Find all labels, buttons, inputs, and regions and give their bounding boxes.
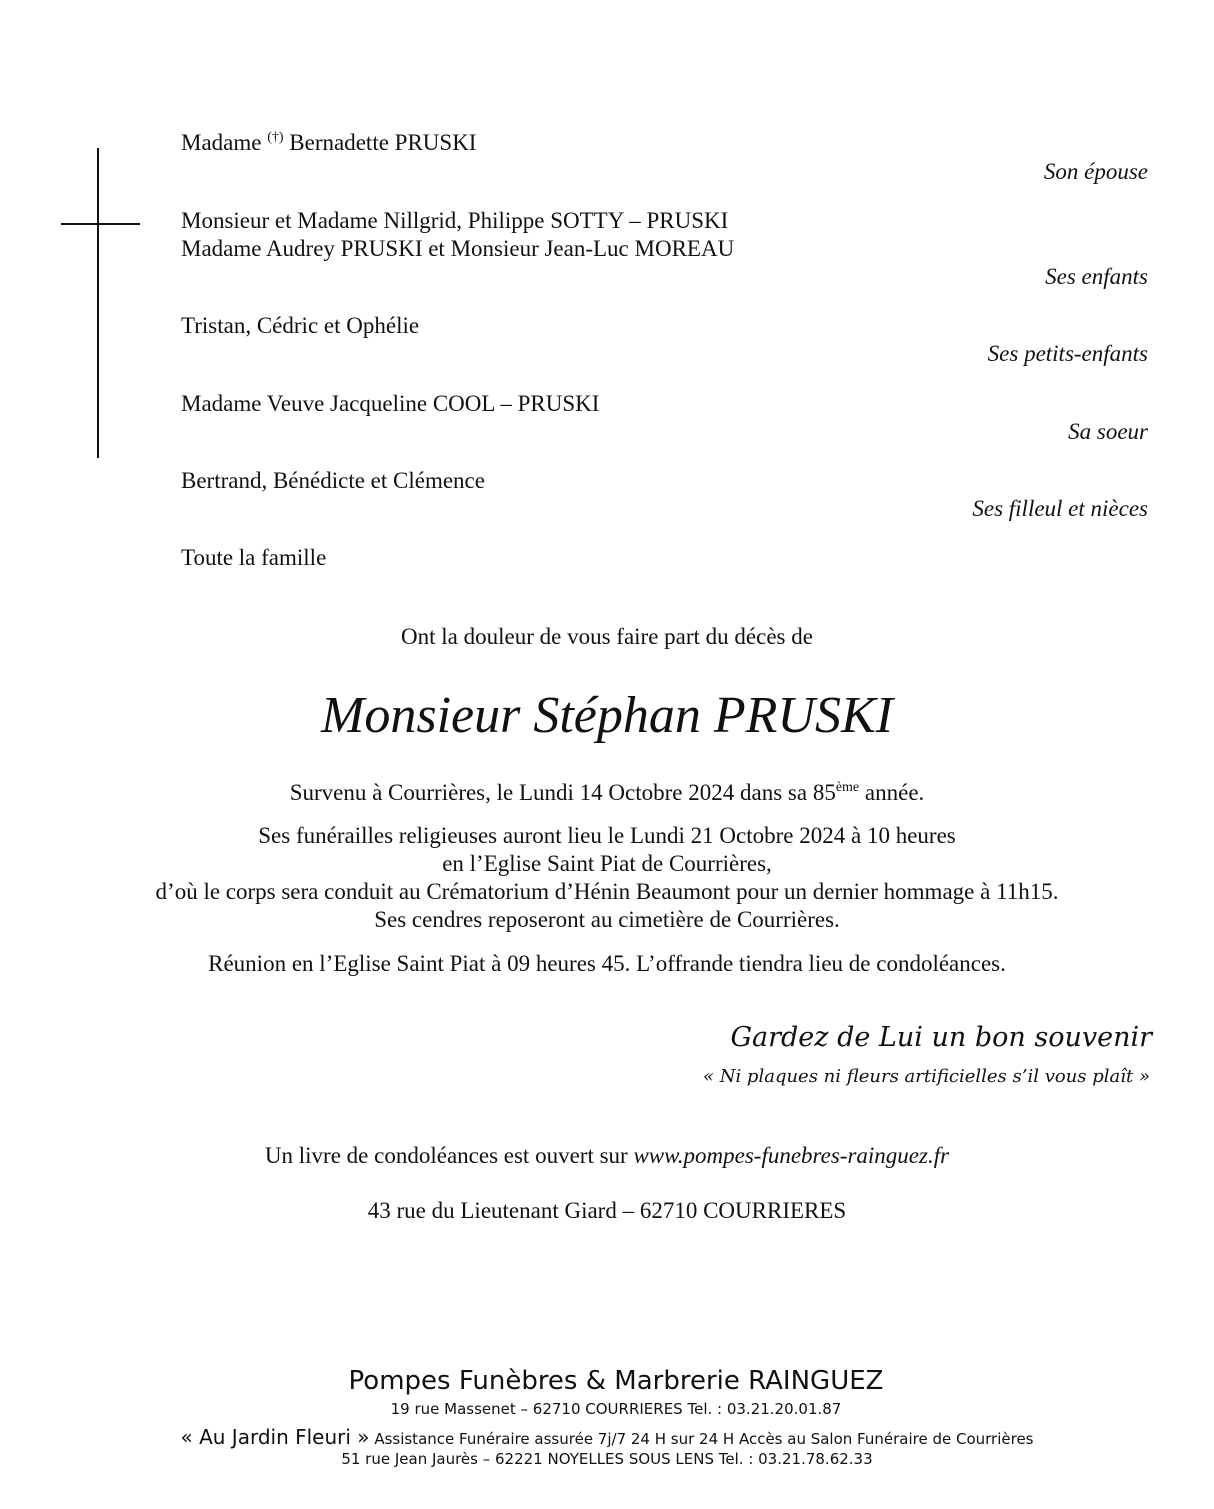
relation-grandchildren: Ses petits-enfants (987, 341, 1148, 366)
death-notice: Survenu à Courrières, le Lundi 14 Octobre 2024 dans sa 85ème année. (289, 780, 925, 805)
home-address: 43 rue du Lieutenant Giard – 62710 COURRIERES (367, 1198, 847, 1223)
deceased-name: Monsieur Stéphan PRUSKI (321, 687, 893, 744)
funeral-line-1: Ses funérailles religieuses auront lieu le Lundi 21 Octobre 2024 à 10 heures (258, 823, 956, 848)
garden-services: « Au Jardin Fleuri » Assistance Funéraire assurée 7j/7 24 H sur 24 H Accès au Salon Funéraire de Courrières (180, 1425, 1034, 1449)
family-all: Toute la famille (181, 545, 327, 570)
meeting-info: Réunion en l’Eglise Saint Piat à 09 heures 45. L’offrande tiendra lieu de condoléances. (208, 951, 1006, 976)
relation-sister: Sa soeur (1068, 419, 1148, 444)
company-address-1: 19 rue Massenet – 62710 COURRIERES Tel. : 03.21.20.01.87 (390, 1400, 842, 1418)
condolence-url[interactable]: www.pompes-funebres-rainguez.fr (633, 1143, 950, 1168)
family-child-1: Monsieur et Madame Nillgrid, Philippe SOTTY – PRUSKI (181, 208, 729, 233)
family-child-2: Madame Audrey PRUSKI et Monsieur Jean-Luc MOREAU (181, 236, 735, 261)
family-sister: Madame Veuve Jacqueline COOL – PRUSKI (181, 391, 600, 416)
relation-children: Ses enfants (1045, 264, 1148, 289)
funeral-line-3: d’où le corps sera conduit au Crématorium d’Hénin Beaumont pour un dernier hommage à 11h15. (155, 879, 1059, 904)
funeral-line-4: Ses cendres reposeront au cimetière de Courrières. (374, 907, 840, 932)
family-godchildren: Bertrand, Bénédicte et Clémence (181, 468, 485, 493)
cross-icon-horizontal (61, 223, 140, 225)
family-grandchildren: Tristan, Cédric et Ophélie (181, 313, 420, 338)
cross-icon-vertical (97, 148, 99, 458)
memory-phrase: Gardez de Lui un bon souvenir (730, 1022, 1152, 1053)
family-spouse: Madame (†) Bernadette PRUSKI (181, 130, 477, 155)
relation-godchildren: Ses filleul et nièces (972, 496, 1148, 521)
condolence-book: Un livre de condoléances est ouvert sur www.pompes-funebres-rainguez.fr (264, 1143, 950, 1168)
funeral-line-2: en l’Eglise Saint Piat de Courrières, (442, 851, 772, 876)
company-address-2: 51 rue Jean Jaurès – 62221 NOYELLES SOUS LENS Tel. : 03.21.78.62.33 (341, 1450, 873, 1468)
announcement: Ont la douleur de vous faire part du décès de (401, 624, 813, 649)
funeral-company: Pompes Funèbres & Marbrerie RAINGUEZ (348, 1366, 884, 1396)
relation-spouse: Son épouse (1043, 159, 1148, 184)
flowers-request: « Ni plaques ni fleurs artificielles s’il vous plaît » (702, 1066, 1150, 1087)
